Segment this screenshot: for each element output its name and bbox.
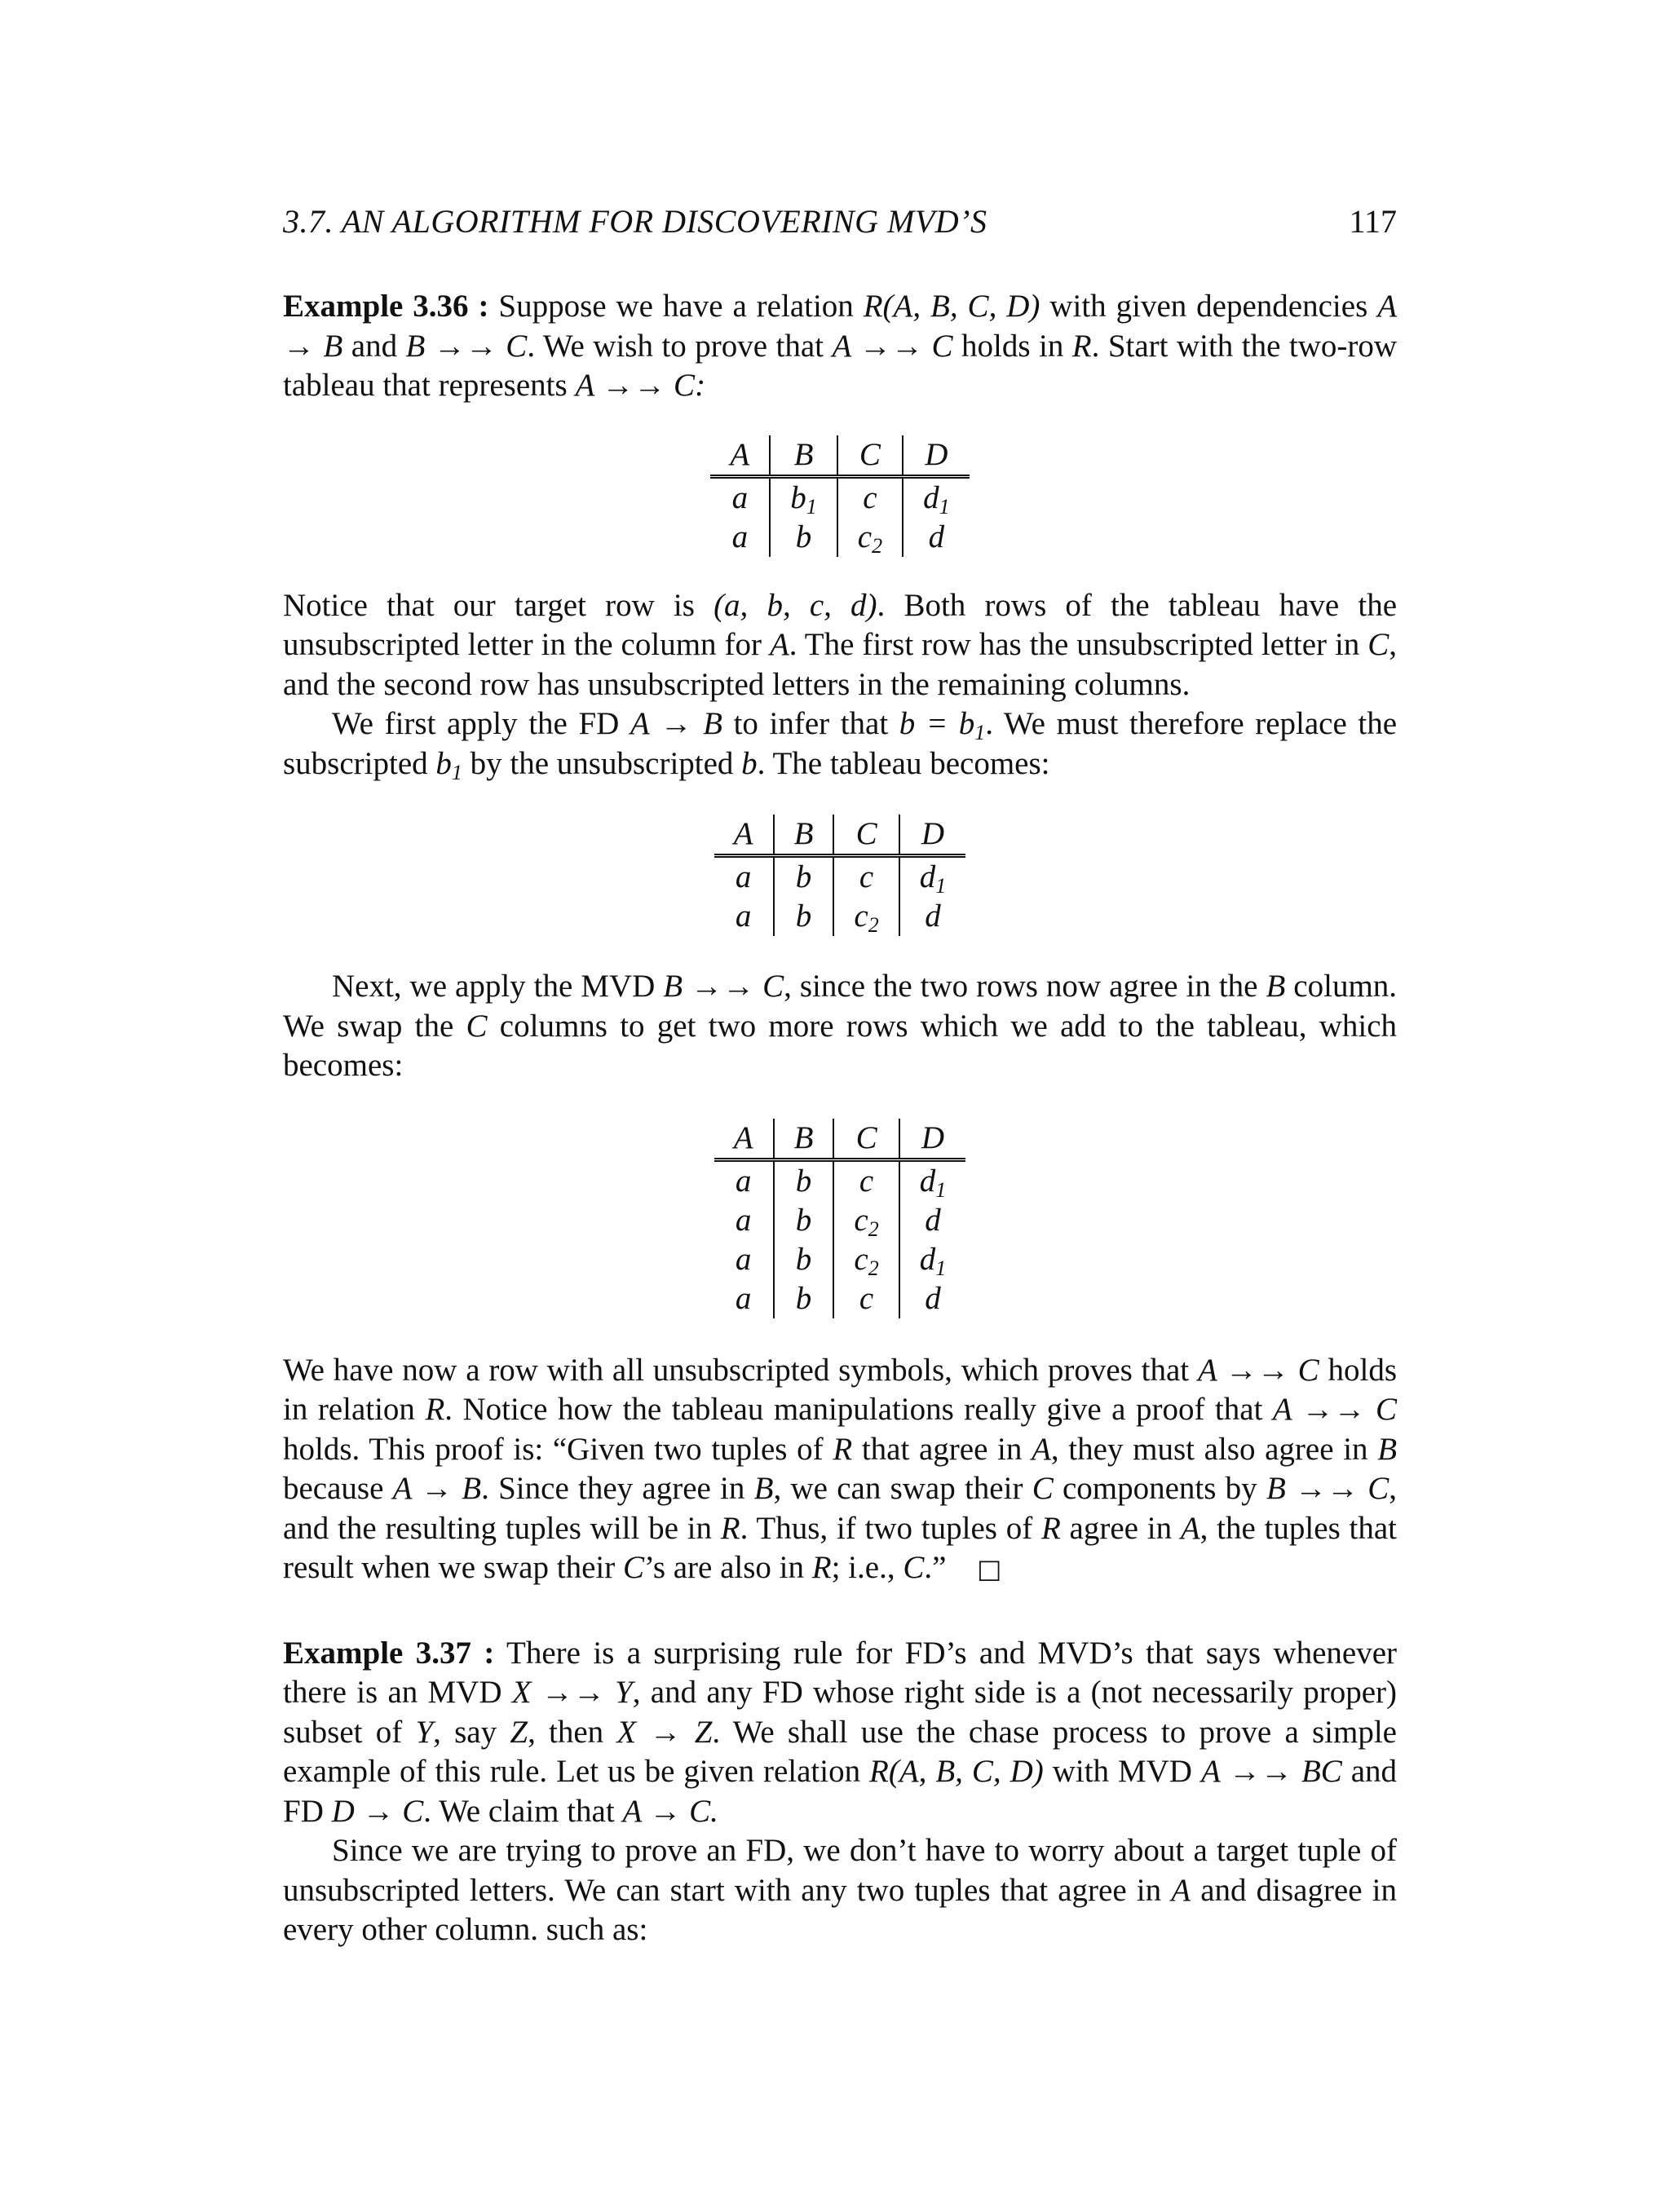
cell: $d_1$ xyxy=(923,479,950,519)
example-3-36-notice: Notice that our target row is (a, b, c, d). Both rows of the tableau have the unsubscripted letter in the column for A. The first row has the unsubscripted letter in C, and the second row has unsubscripted letters in the remaining columns. xyxy=(283,587,1398,702)
cell: b xyxy=(774,1159,834,1201)
cell: a xyxy=(714,1201,774,1240)
cell: a xyxy=(714,856,774,898)
cell: b xyxy=(774,897,834,936)
example-3-36-label: Example 3.36 : xyxy=(283,289,489,324)
example-3-36-apply-fd: We first apply the FD A → B to infer that $b = b_1$. We must therefore replace the subscripted $b_1$ by the unsubscripted b. The tableau becomes: xyxy=(283,706,1398,784)
cell: c xyxy=(833,856,899,898)
column-header: D xyxy=(899,1119,966,1160)
cell: $c_2$ xyxy=(833,1240,899,1279)
example-3-37-intro: Example 3.37 : There is a surprising rule for FD’s and MVD’s that says whenever there is an MVD X →→ Y, and any FD whose right side is a (not necessarily proper) subset of Y, say Z, then X → Z. We shall use the chase process to prove a simple example of this rule. Let us be given relation R(A, B, C, D) with MVD A →→ BC and FD D → C. We claim that A → C. xyxy=(283,1635,1398,1829)
cell: c xyxy=(833,1279,899,1318)
qed-square-icon: □ xyxy=(977,1553,1002,1584)
cell: a xyxy=(714,1159,774,1201)
cell: b xyxy=(770,518,837,557)
tableau-initial xyxy=(710,435,969,557)
cell: c xyxy=(837,476,903,518)
column-header: D xyxy=(903,435,970,477)
cell: d xyxy=(925,898,941,934)
column-header: C xyxy=(837,435,903,477)
section-title: 3.7. AN ALGORITHM FOR DISCOVERING MVD’S xyxy=(283,203,987,240)
cell: a xyxy=(714,1279,774,1318)
cell: b xyxy=(774,856,834,898)
example-3-37-setup: Since we are trying to prove an FD, we don’t have to worry about a target tuple of unsubscripted letters. We can start with any two tuples that agree in A and disagree in every other column. such as: xyxy=(283,1833,1398,1947)
table-row xyxy=(714,856,965,898)
b-equals-b1: $b = b_1$ xyxy=(899,706,986,744)
tableau-after-mvd xyxy=(714,1119,965,1318)
cell xyxy=(770,476,837,518)
running-header xyxy=(283,202,1397,241)
column-header: B xyxy=(774,1119,834,1160)
column-header: A xyxy=(714,815,774,856)
page-body xyxy=(283,287,1397,1950)
cell: d xyxy=(928,519,945,554)
table-row xyxy=(714,1240,965,1279)
cell: $c_2$ xyxy=(837,518,903,557)
cell: a xyxy=(714,897,774,936)
cell: a xyxy=(714,1240,774,1279)
cell: b xyxy=(774,1279,834,1318)
example-3-36-proof: We have now a row with all unsubscripted symbols, which proves that A →→ C holds in relation R. Notice how the tableau manipulations really give a proof that A →→ C holds. This proof is: “Given two tuples of R that agree in A, they must also agree in B because A → B. Since they agree in B, we can swap their C components by B →→ C, and the resulting tuples will be in R. Thus, if two tuples of R agree in A, the tuples that result when we swap their C’s are also in R; i.e., C.” □ xyxy=(283,1352,1398,1585)
cell: b xyxy=(774,1201,834,1240)
cell: d xyxy=(925,1280,941,1316)
cell: $d_1$ xyxy=(919,859,947,898)
table-row xyxy=(710,518,969,557)
cell: $c_2$ xyxy=(833,1201,899,1240)
b1-symbol: $b_1$ xyxy=(435,745,462,784)
cell: a xyxy=(710,518,770,557)
column-header: C xyxy=(833,815,899,856)
example-3-37-label: Example 3.37 : xyxy=(283,1635,495,1671)
cell: c xyxy=(833,1159,899,1201)
page-number: 117 xyxy=(1349,203,1397,240)
example-3-36-intro: Example 3.36 : Suppose we have a relation R(A, B, C, D) with given dependencies A → B and B →→ C. We wish to prove that A →→ C holds in R. Start with the two-row tableau that represents A →→ C: xyxy=(283,289,1398,403)
cell: a xyxy=(710,476,770,518)
table-row xyxy=(710,476,969,518)
example-3-36-apply-mvd: Next, we apply the MVD B →→ C, since the two rows now agree in the B column. We swap the C columns to get two more rows which we add to the tableau, which becomes: xyxy=(283,969,1398,1083)
b1-cell: $b_1$ xyxy=(790,479,817,519)
column-header: A xyxy=(714,1119,774,1160)
table-row xyxy=(714,1201,965,1240)
cell: $c_2$ xyxy=(833,897,899,936)
cell: b xyxy=(774,1240,834,1279)
cell: d xyxy=(925,1202,941,1238)
table-row xyxy=(714,1279,965,1318)
column-header: C xyxy=(833,1119,899,1160)
cell: $d_1$ xyxy=(919,1241,947,1280)
column-header: A xyxy=(710,435,770,477)
column-header: B xyxy=(770,435,837,477)
cell: $d_1$ xyxy=(919,1163,947,1202)
column-header: B xyxy=(774,815,834,856)
column-header: D xyxy=(899,815,966,856)
table-row xyxy=(714,897,965,936)
table-row xyxy=(714,1159,965,1201)
tableau-after-fd xyxy=(714,815,965,936)
